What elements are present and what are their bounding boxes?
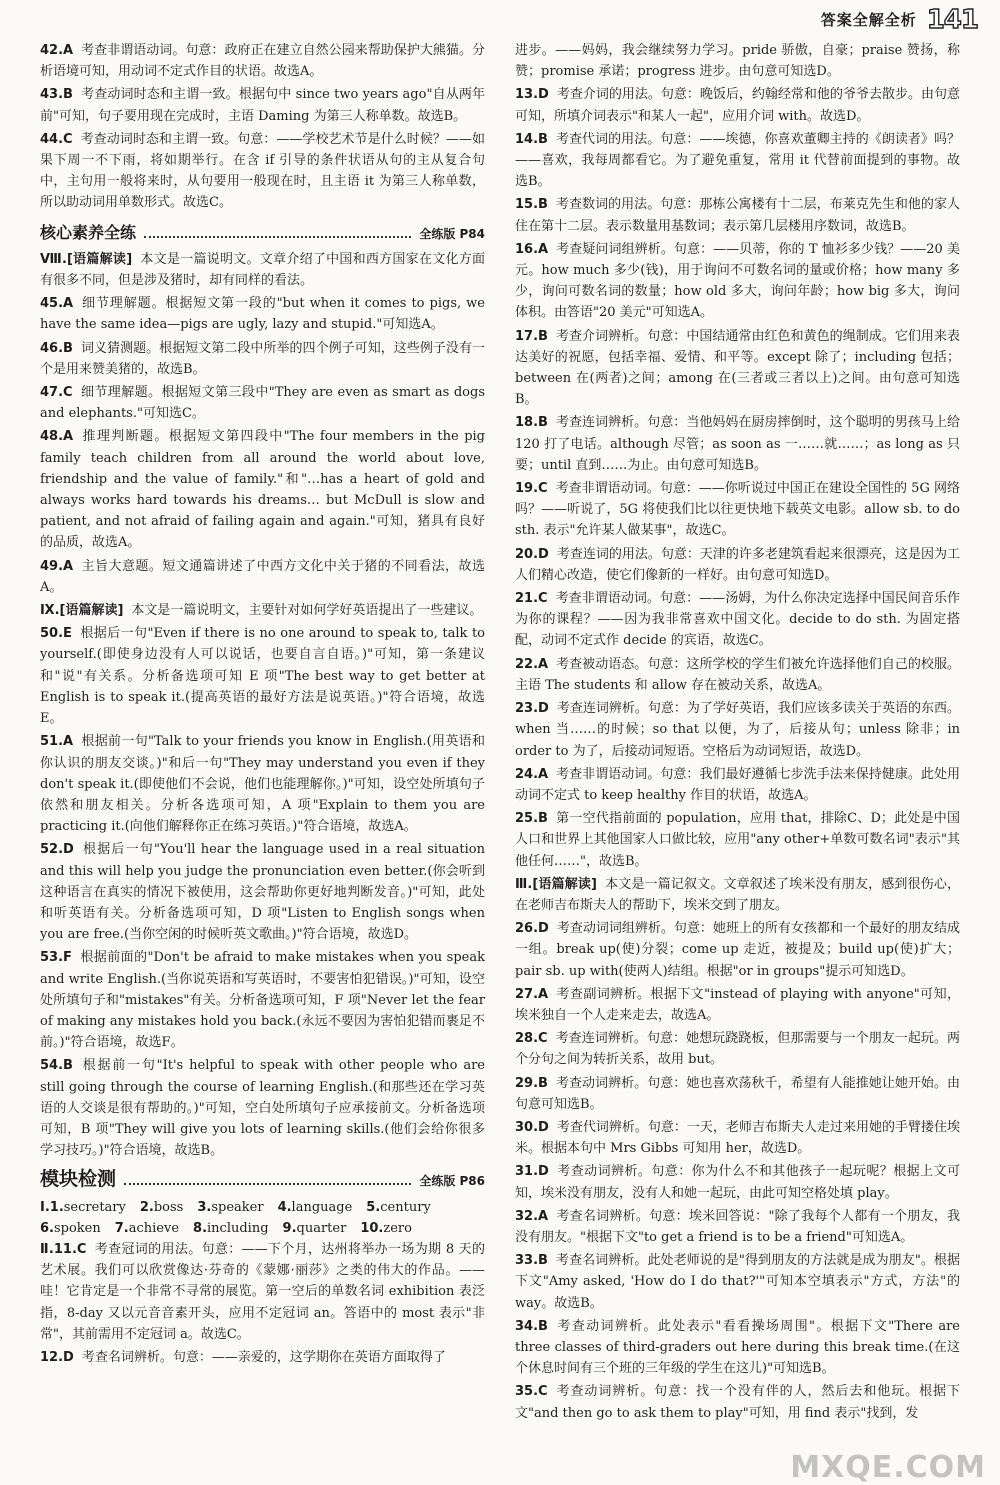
answer-entry: 16.A 考查疑问词组辨析。句意：——贝蒂，你的 T 恤衫多少钱？——20 美元。how much 多少(钱)，用于询问不可数名词的量或价格；how many 多少，询问可数名词的数量；how old 多大，询问年龄；how big 多大，询问体积。由答语"20 美元"可知选A。 bbox=[515, 241, 960, 321]
answer-entry: 17.B 考查介词辨析。句意：中国结通常由红色和黄色的绳制成。它们用来表达美好的祝愿，包括幸福、爱情、和平等。except 除了；including 包括；between 在(两者)之间；among 在(三者或三者以上)之间。由句意可知选B。 bbox=[515, 328, 960, 408]
passage-summary: Ⅲ.[语篇解读] 本文是一篇记叙文。文章叙述了埃米没有朋友，感到很伤心，在老师吉布斯夫人的帮助下，埃米交到了朋友。 bbox=[515, 876, 960, 913]
answer-entry: 19.C 考查非谓语动词。句意：——你听说过中国正在建设全国性的 5G 网络吗？——听说了，5G 将使我们比以往更快地下载英文电影。allow sb. to do sth. 表示"允许某人做某事"，故选C。 bbox=[515, 481, 960, 539]
dotted-leader bbox=[124, 1183, 411, 1185]
top-entries bbox=[40, 40, 485, 214]
answer-entry: 50.E 根据后一句"Even if there is no one around to speak to, talk to yourself.(即使身边没有人可以说话，也要自言自语。)"可知，第一条建议和"说"有关系。分析备选项可知 E 项"The best way to get better at English is to speak it.(提高英语的最好方法是说英语。)"符合语境，故选E。 bbox=[40, 626, 485, 727]
answer-entry: 27.A 考查副词辨析。根据下文"instead of playing with anyone"可知，埃米独自一个人走来走去，故选A。 bbox=[515, 986, 960, 1023]
answer-entry: 46.B 词义猜测题。根据短文第二段中所举的四个例子可知，这些例子没有一个是用来赞美猪的，故选B。 bbox=[40, 340, 485, 377]
answer-entry: 33.B 考查名词辨析。此处老师说的是"得到朋友的方法就是成为朋友"。根据下文"Amy asked, 'How do I do that?'"可知本空填表示"方式，方法"的 way。故选B。 bbox=[515, 1253, 960, 1311]
vocab-item: 6.spoken bbox=[40, 1220, 101, 1236]
watermark: MXQE.COM bbox=[790, 1449, 986, 1485]
right-entries-cloze bbox=[515, 918, 960, 1424]
answer-entry: Ⅱ.11.C 考查冠词的用法。句意：——下个月，达州将举办一场为期 8 天的艺术展。我们可以欣赏像达·芬奇的《蒙娜·丽莎》之类的伟大的作品。——哇！它肯定是一个非常不寻常的展览。第一空后的单数名词 exhibition 表泛指，8-day 又以元音音素开头，应用不定冠词 an。答语中的 most 表示"非常"，其前需用不定冠词 a。故选C。 bbox=[40, 1241, 485, 1342]
dotted-leader bbox=[144, 236, 411, 238]
answer-entry: 44.C 考查动词时态和主谓一致。句意：——学校艺术节是什么时候？——如果下周一不下雨，将如期举行。在含 if 引导的条件状语从句的主从复合句中，主句用一般将来时，从句要用一般现在时，且主语 it 为第三人称单数，所以助动词用单数形式。故选C。 bbox=[40, 131, 485, 211]
continued-text: 进步。——妈妈，我会继续努力学习。pride 骄傲，自豪；praise 赞扬，称赞；promise 承诺；progress 进步。由句意可知选D。 bbox=[515, 43, 960, 80]
answer-entry: 30.D 考查代词辨析。句意：一天，老师吉布斯夫人走过来用她的手臂搂住埃米。根据本句中 Mrs Gibbs 可知用 her，故选D。 bbox=[515, 1119, 960, 1157]
right-entries bbox=[515, 84, 960, 871]
section-title: 模块检测 bbox=[40, 1168, 117, 1191]
answer-entry: 25.B 第一空代指前面的 population，应用 that，排除C、D；此处是中国人口和世界上其他国家人口做比较，应用"any other+单数可数名词"表示"其他任何……"，故选B。 bbox=[515, 811, 960, 869]
answer-entry: 45.A 细节理解题。根据短文第一段的"but when it comes to pigs, we have the same idea—pigs are ugly, lazy and stupid."可知选A。 bbox=[40, 296, 485, 333]
answer-entry: 20.D 考查连词的用法。句意：天津的许多老建筑看起来很漂亮，这是因为工人们精心改造，使它们像新的一样好。由句意可知选D。 bbox=[515, 546, 960, 583]
header-title: 答案全解全析 bbox=[820, 11, 917, 30]
answer-entry: 15.B 考查数词的用法。句意：那栋公寓楼有十二层，布莱克先生和他的家人住在第十二层。表示数量用基数词；表示第几层楼用序数词，故选B。 bbox=[515, 197, 960, 234]
answer-entry: 51.A 根据前一句"Talk to your friends you know in English.(用英语和你认识的朋友交谈。)"和后一句"They may understand you even if they don't speak it.(即使他们不会说，他们也能理解你。)"可知，设空处所填句子依然和朋友相关。分析各选项可知，A 项"Explain to them you are practicing it.(向他们解释你正在练习英语。)"符合语境，故选A。 bbox=[40, 734, 485, 835]
vocab-item: 3.speaker bbox=[197, 1199, 264, 1215]
vocab-answers bbox=[40, 1197, 485, 1239]
section-ref: 全练版 P86 bbox=[419, 1174, 485, 1189]
answer-entry: 54.B 根据前一句"It's helpful to speak with other people who are still going through the course of learning English.(和那些还在学习英语的人交谈是很有帮助的。)"可知，空白处所填句子应承接前文。分析备选项可知，B 项"They will give you lots of learning skills.(他们会给你很多学习技巧。)"符合语境，故选B。 bbox=[40, 1058, 485, 1159]
passage-summary: Ⅷ.[语篇解读] 本文是一篇说明文。文章介绍了中国和西方国家在文化方面有很多不同，但是涉及猪时，却有同样的看法。 bbox=[40, 251, 485, 289]
answer-entry: 29.B 考查动词辨析。句意：她也喜欢荡秋千，希望有人能推她让她开始。由句意可知选B。 bbox=[515, 1075, 960, 1112]
section-heading-module-test bbox=[40, 1169, 485, 1192]
vocab-item: Ⅰ.1.secretary bbox=[40, 1199, 126, 1215]
vocab-item: 5.century bbox=[366, 1199, 431, 1215]
vocab-item: 7.achieve bbox=[114, 1220, 180, 1236]
answer-entry: 34.B 考查动词辨析。此处表示"看看操场周围"。根据下文"There are three classes of third-graders out here during this break time.(在这个休息时间有三个班的三年级的学生在这儿)"可知选B。 bbox=[515, 1318, 960, 1377]
answer-entry: 31.D 考查动词辨析。句意：你为什么不和其他孩子一起玩呢？根据上文可知，埃米没有朋友，没有人和她一起玩，由此可知空格处填 play。 bbox=[515, 1164, 960, 1201]
answer-entry: 13.D 考查介词的用法。句意：晚饭后，约翰经常和他的爷爷去散步。由句意可知，所填介词表示"和某人一起"，应用介词 with。故选D。 bbox=[515, 87, 960, 124]
answer-entry: 48.A 推理判断题。根据短文第四段中"The four members in the pig family teach children from all around the world about love, friendship and the value of family."和"…has a heart of gold and always works hard towards his dreams… but McDull is slow and patient, and not afraid of failing again and again."可知，猪具有良好的品质，故选A。 bbox=[40, 429, 485, 551]
answer-entry: 12.D 考查名词辨析。句意：——亲爱的，这学期你在英语方面取得了 bbox=[40, 1349, 446, 1365]
answer-entry: 18.B 考查连词辨析。句意：当他妈妈在厨房摔倒时，这个聪明的男孩马上给 120 打了电话。although 尽管；as soon as 一……就……；as long as 只要；until 直到……为止。由句意可知选B。 bbox=[515, 415, 960, 473]
page-number: 141 bbox=[926, 5, 978, 36]
answer-entry: 24.A 考查非谓语动词。句意：我们最好遵循七步洗手法来保持健康。此处用动词不定式 to keep healthy 作目的状语，故选A。 bbox=[515, 766, 960, 803]
answer-entry: 32.A 考查名词辨析。句意：埃米回答说："除了我每个人都有一个朋友，我没有朋友。"根据下文"to get a friend is to be a friend"可知选A。 bbox=[515, 1208, 960, 1245]
vocab-item: 9.quarter bbox=[282, 1220, 347, 1236]
section-ref: 全练版 P84 bbox=[419, 226, 485, 241]
answer-entry: 43.B 考查动词时态和主谓一致。根据句中 since two years ago"自从两年前"可知，句子要用现在完成时，主语 Daming 为第三人称单数。故选B。 bbox=[40, 87, 485, 124]
answer-entry: 53.F 根据前面的"Don't be afraid to make mistakes when you speak and write English.(当你说英语和写英语时，不要害怕犯错误。)"可知，设空处所填句子和"mistakes"有关。分析备选项可知，F 项"Never let the fear of making any mistakes hold you back.(永远不要因为害怕犯错而裹足不前。)"符合语境，故选F。 bbox=[40, 950, 485, 1051]
section-heading-core bbox=[40, 222, 485, 245]
answer-entry: 47.C 细节理解题。根据短文第三段中"They are even as smart as dogs and elephants."可知选C。 bbox=[40, 385, 485, 422]
passage-summary: Ⅸ.[语篇解读] 本文是一篇说明文，主要针对如何学好英语提出了一些建议。 bbox=[40, 603, 483, 619]
answer-entry: 52.D 根据后一句"You'll hear the language used in a real situation and this will help you judge the pronunciation even better.(你会听到这种语言在真实的情况下被使用，这会帮助你更好地判断发音。)"可知，此处和听英语有关。分析备选项可知，D 项"Listen to English songs when you are free.(当你空闲的时候听英文歌曲。)"符合语境，故选D。 bbox=[40, 842, 485, 943]
page-header bbox=[821, 6, 978, 36]
answer-entry: 42.A 考查非谓语动词。句意：政府正在建立自然公园来帮助保护大熊猫。分析语境可知，用动词不定式作目的状语。故选A。 bbox=[40, 43, 485, 80]
vocab-item: 8.including bbox=[193, 1220, 269, 1236]
answer-entry: 35.C 考查动词辨析。句意：找一个没有伴的人，然后去和他玩。根据下文"and then go to ask them to play"可知，用 find 表示"找到，发 bbox=[515, 1384, 960, 1421]
answer-entry: 28.C 考查连词辨析。句意：她想玩跷跷板，但那需要与一个朋友一起玩。两个分句之间为转折关系，故用 but。 bbox=[515, 1031, 960, 1068]
answer-entry: 22.A 考查被动语态。句意：这所学校的学生们被允许选择他们自己的校服。主语 The students 和 allow 存在被动关系，故选A。 bbox=[515, 656, 960, 693]
answer-entry: 14.B 考查代词的用法。句意：——埃德，你喜欢董卿主持的《朗读者》吗？——喜欢，我每周都看它。为了避免重复，常用 it 代替前面提到的事物。故选B。 bbox=[515, 131, 960, 190]
answer-entry: 49.A 主旨大意题。短文通篇讲述了中西方文化中关于猪的不同看法，故选A。 bbox=[40, 558, 485, 595]
section-title: 核心素养全练 bbox=[40, 222, 137, 242]
answer-entry: 21.C 考查非谓语动词。句意：——汤姆，为什么你决定选择中国民间音乐作为你的课程？——因为我非常喜欢中国文化。decide to do sth. 为固定搭配，动词不定式作 decide 的宾语，故选C。 bbox=[515, 591, 960, 649]
right-column bbox=[515, 40, 960, 1426]
left-column bbox=[40, 40, 485, 1370]
vocab-item: 4.language bbox=[277, 1199, 353, 1215]
vocab-item: 2.boss bbox=[139, 1199, 184, 1215]
answer-entry: 23.D 考查连词辨析。句意：为了学好英语，我们应该多读关于英语的东西。when 当……的时候；so that 以便，为了，后接从句；unless 除非；in order to 为了，后接动词短语。空格后为动词短语，故选D。 bbox=[515, 701, 960, 759]
answer-entry: 26.D 考查动词词组辨析。句意：她班上的所有女孩都和一个最好的朋友结成一组。break up(使)分裂；come up 走近，被提及；build up(使)扩大；pair sb. up with(使两人)结组。根据"or in groups"提示可知选D。 bbox=[515, 921, 960, 979]
vocab-item: 10.zero bbox=[360, 1220, 412, 1236]
